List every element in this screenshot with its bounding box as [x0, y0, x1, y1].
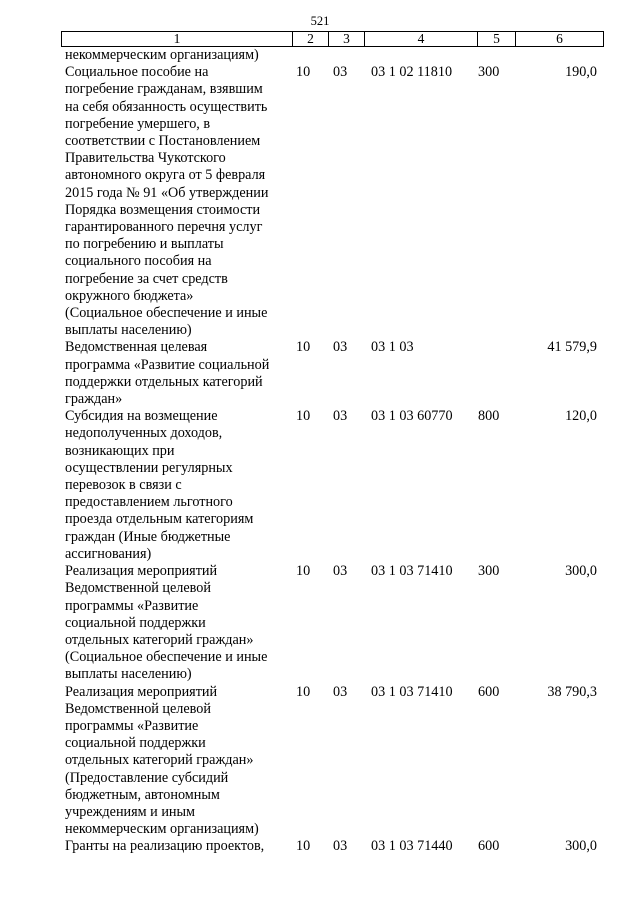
row-podrazdel: 03 [333, 683, 348, 700]
row-sum: 38 790,3 [547, 683, 597, 700]
header-col-1: 1 [62, 32, 293, 47]
row-razdel: 10 [296, 563, 311, 580]
row-csr: 03 1 03 71440 [371, 838, 453, 855]
row-name: некоммерческим организациям) [65, 47, 259, 63]
row-sum: 190,0 [565, 64, 597, 81]
row-razdel: 10 [296, 838, 311, 855]
row-sum: 300,0 [565, 838, 597, 855]
row-podrazdel: 03 [333, 563, 348, 580]
row-csr: 03 1 03 [371, 339, 414, 356]
row-vr: 800 [478, 408, 500, 425]
row-podrazdel: 03 [333, 339, 348, 356]
table-row [61, 339, 603, 408]
row-vr: 600 [478, 838, 500, 855]
table-row [61, 47, 603, 64]
row-razdel: 10 [296, 408, 311, 425]
row-razdel: 10 [296, 64, 311, 81]
header-col-6: 6 [516, 32, 604, 47]
row-csr: 03 1 02 11810 [371, 64, 453, 81]
row-razdel: 10 [296, 683, 311, 700]
row-csr: 03 1 03 71410 [371, 563, 453, 580]
header-col-5: 5 [478, 32, 516, 47]
row-name: Субсидия на возмещение недополученных доходов, возникающих при осуществлении регулярных перевозок в связи с предоставлением льготного проезда отдельным категориям граждан (Иные бюджетные ассигнования) [65, 408, 254, 562]
header-col-4: 4 [365, 32, 478, 47]
row-vr: 300 [478, 64, 500, 81]
header-col-3: 3 [329, 32, 365, 47]
row-vr: 600 [478, 683, 500, 700]
header-col-2: 2 [293, 32, 329, 47]
row-name: Гранты на реализацию проектов, [65, 838, 265, 855]
row-name: Социальное пособие на погребение гражданам, взявшим на себя обязанность осуществить погребение умершего, в соответствии с Постановлением Правительства Чукотского автономного округа от 5 февраля 2015 года № 91 «Об утверждении Порядка возмещения стоимости гарантированного перечня услуг по погребению и выплаты социального пособия на погребение за счет средств окружного бюджета» (Социальное обеспечение и иные выплаты населению) [65, 64, 269, 339]
table-row [61, 408, 603, 563]
row-name: Ведомственная целевая программа «Развитие социальной поддержки отдельных категорий граждан» [65, 339, 270, 408]
table-body [61, 47, 603, 856]
row-csr: 03 1 03 60770 [371, 408, 453, 425]
row-podrazdel: 03 [333, 64, 348, 81]
table-header [61, 31, 604, 47]
row-podrazdel: 03 [333, 408, 348, 425]
row-name: Реализация мероприятий Ведомственной целевой программы «Развитие социальной поддержки отдельных категорий граждан» (Предоставление субсидий бюджетным, автономным учреждениям и иным некоммерческим организациям) [65, 683, 259, 838]
table-row [61, 684, 603, 839]
row-csr: 03 1 03 71410 [371, 683, 453, 700]
row-name: Реализация мероприятий Ведомственной целевой программы «Развитие социальной поддержки отдельных категорий граждан» (Социальное обеспечение и иные выплаты населению) [65, 563, 268, 683]
table-row [61, 64, 603, 339]
row-sum: 41 579,9 [547, 339, 597, 356]
table-row [61, 563, 603, 683]
table-row [61, 838, 603, 855]
row-vr: 300 [478, 563, 500, 580]
row-sum: 120,0 [565, 408, 597, 425]
row-sum: 300,0 [565, 563, 597, 580]
row-podrazdel: 03 [333, 838, 348, 855]
row-razdel: 10 [296, 339, 311, 356]
page-number: 521 [310, 14, 330, 28]
